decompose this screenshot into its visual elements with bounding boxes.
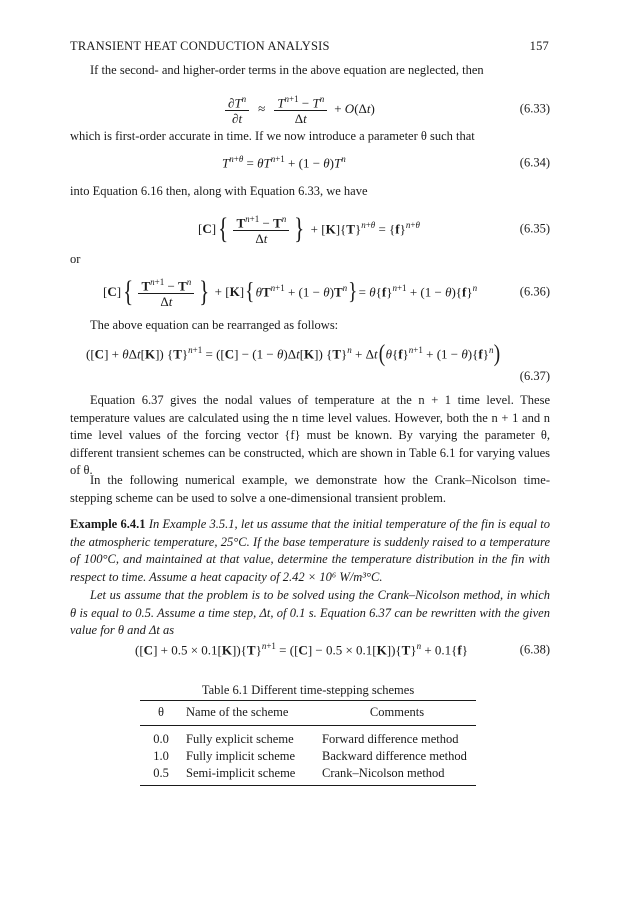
equation-number-6-34: (6.34) xyxy=(519,155,550,170)
equation-6-38: $([C] + 0.5 \times 0.1[K])\{T\}^{n+1} = ([C] - 0.5 \times 0.1[K])\{T\}^n + 0.1\{f\}$ (6.38) xyxy=(135,641,550,658)
or-text: or xyxy=(70,252,81,266)
running-header xyxy=(70,39,549,54)
equation-6-37: ([C] + θΔt[K]) $\{T\}^{n+1} = ([C] - (1 - \theta)\Delta t[K]) \{T\}^n + \Delta t$ ( $\theta\{f\}^{n+1} + (1 - \theta)\{f\}^n$ ) xyxy=(86,341,501,367)
paragraph-6: In the following numerical example, we demonstrate how the Crank–Nicolson time-stepping scheme can be used to solve a one-dimensional transient problem. xyxy=(70,473,550,505)
paragraph-2: which is first-order accurate in time. If we now introduce a parameter θ such that xyxy=(70,129,475,143)
cell-theta: 0.0 xyxy=(153,732,169,746)
paragraph-5: Equation 6.37 gives the nodal values of temperature at the n + 1 time level. These temperature values are calculated using the n time level values. However, both the n + 1 and n time level values of the forcing vector {f} must be known. By varying the parameter θ, different transient schemes can be constructed, which are shown in Table 6.1 for varying values of θ. xyxy=(70,393,550,478)
header-scheme-name: Name of the scheme xyxy=(182,701,318,726)
example-text-2: Let us assume that the problem is to be solved using the Crank–Nicolson method, in which θ is equal to 0.5. Assume a time step, Δt, of 0.1 s. Equation 6.37 can be rewritten with the given value for θ and Δt as xyxy=(70,588,550,638)
equation-number-6-38: (6.38) xyxy=(519,642,550,657)
example-6-4-1 xyxy=(70,516,550,586)
equation-number-6-33: (6.33) xyxy=(519,101,550,116)
paragraph-1: If the second- and higher-order terms in the above equation are neglected, then xyxy=(90,63,484,77)
equation-6-36: [C] { $\frac{T^{n+1} - T^n}{\Delta t}$ } + [K] { $\theta T^{n+1} + (1 - \theta)T^n$ } = $\theta\{f\}^{n+1} + (1 - \theta)\{f\}^n$ (6.36) xyxy=(103,275,550,310)
table-caption: Table 6.1 Different time-stepping schemes xyxy=(201,683,415,697)
example-text-1: In Example 3.5.1, let us assume that the initial temperature of the fin is equal to the atmospheric temperature, 25°C. If the base temperature is suddenly raised to a temperature of 100°C, and maintained at that value, determine the temperature distribution in the fin with respect to time. Assume a heat capacity of 2.42 × 10⁶ W/m³°C. xyxy=(70,517,551,584)
cell-theta: 1.0 xyxy=(153,749,169,763)
header-title: TRANSIENT HEAT CONDUCTION ANALYSIS xyxy=(70,39,330,53)
cell-comment: Forward difference method xyxy=(322,732,459,746)
paragraph-4: The above equation can be rearranged as follows: xyxy=(90,318,339,332)
header-theta: θ xyxy=(140,701,182,726)
table-header-row xyxy=(140,701,476,726)
equation-number-6-37: (6.37) xyxy=(519,369,550,383)
page-number: 157 xyxy=(529,39,549,53)
header-comments: Comments xyxy=(318,701,476,726)
cell-comment: Backward difference method xyxy=(322,749,467,763)
cell-theta: 0.5 xyxy=(140,765,182,786)
cell-scheme: Fully implicit scheme xyxy=(186,749,296,763)
paragraph-3: into Equation 6.16 then, along with Equation 6.33, we have xyxy=(70,184,368,198)
equation-6-35: [C] { $\frac{T^{n+1} - T^n}{\Delta t}$ } + $[K]\{T\}^{n+\theta} = \{f\}^{n+\theta}$ (6.35) xyxy=(198,212,550,247)
equation-6-34: $T^{n+\theta} = \theta T^{n+1} + (1 - \theta)T^n$ (6.34) xyxy=(222,154,550,171)
cell-scheme: Fully explicit scheme xyxy=(186,732,294,746)
equation-number-6-36: (6.36) xyxy=(519,284,550,299)
equation-6-33: $\frac{\partial T^n}{\partial t}$ ≈ $\frac{T^{n+1} - T^n}{\Delta t}$ + O(Δt) (6.33) xyxy=(70,92,550,126)
time-stepping-table xyxy=(140,700,476,786)
table-row xyxy=(140,726,476,749)
table-row xyxy=(140,765,476,786)
cell-scheme: Semi-implicit scheme xyxy=(182,765,318,786)
table-row xyxy=(140,748,476,765)
example-label: Example 6.4.1 xyxy=(70,517,146,531)
cell-comment: Crank–Nicolson method xyxy=(318,765,476,786)
equation-number-6-35: (6.35) xyxy=(519,221,550,236)
